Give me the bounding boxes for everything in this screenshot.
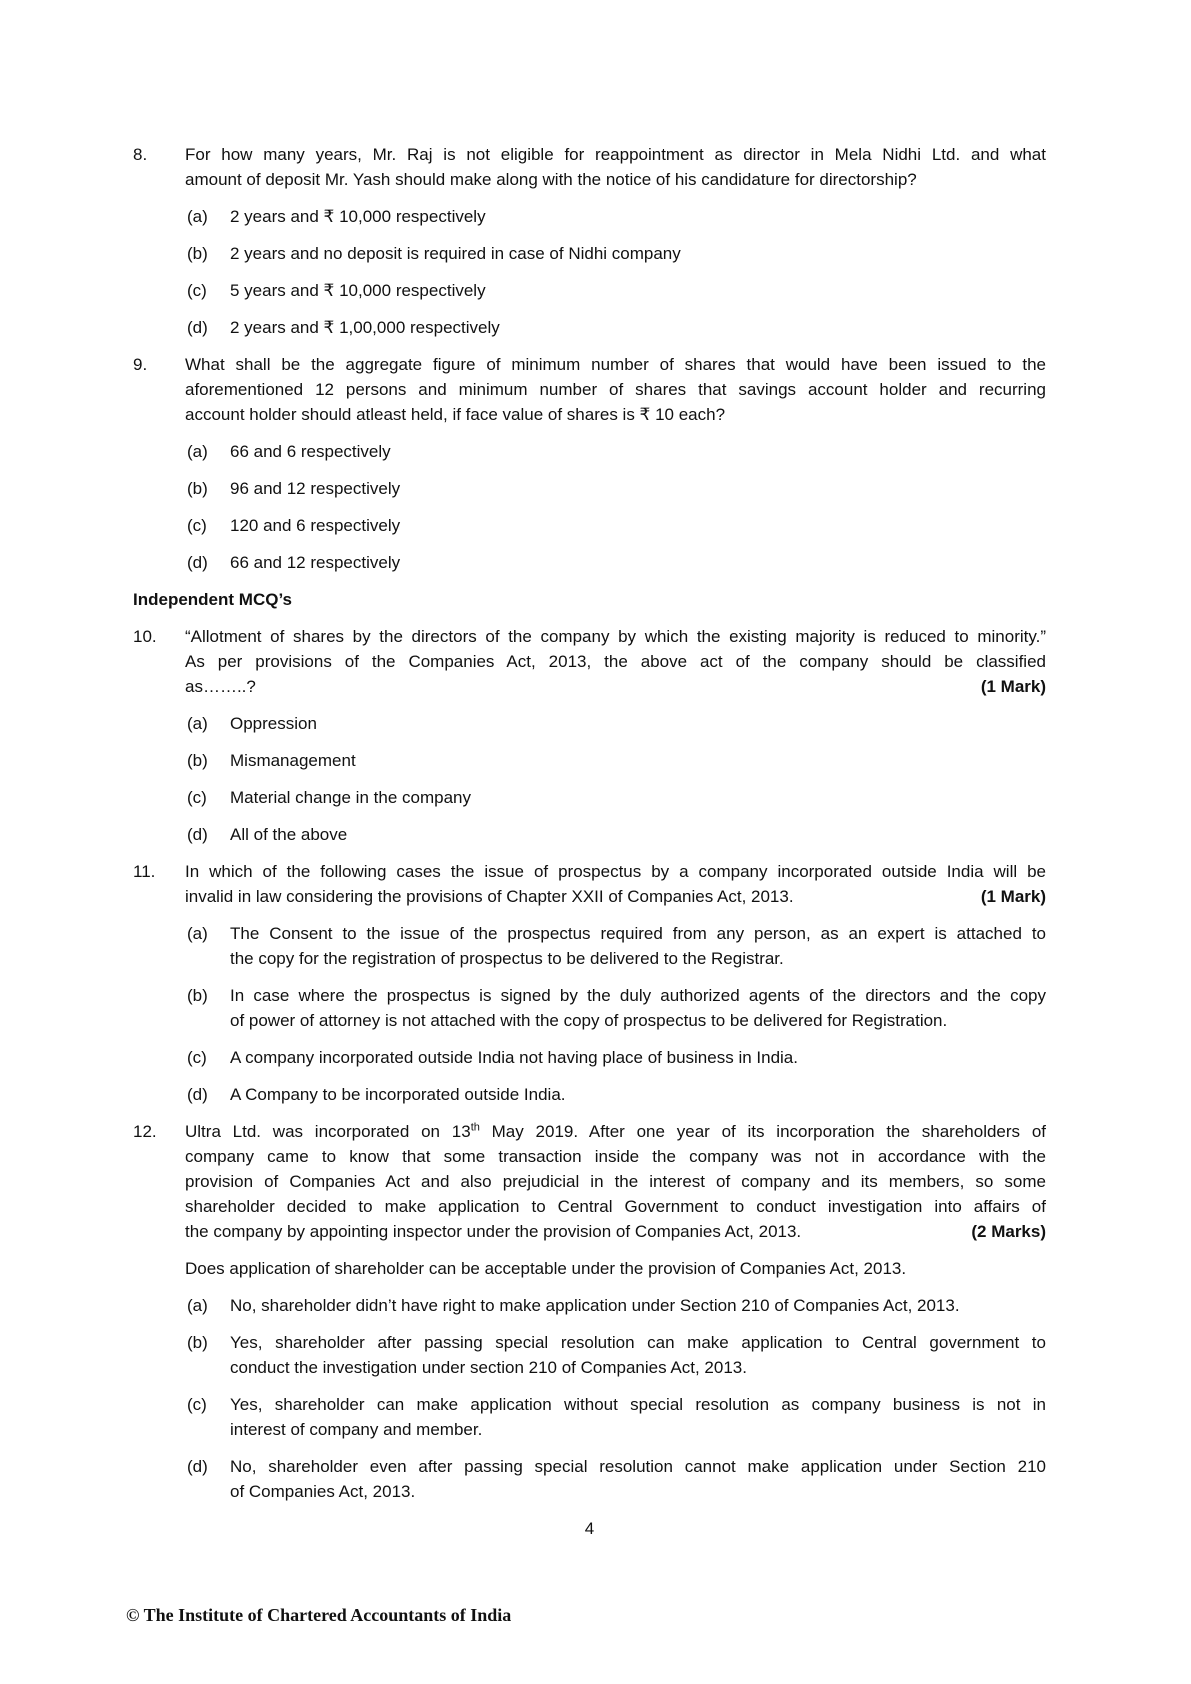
- option-letter: (a): [187, 207, 208, 226]
- option-b: [187, 476, 1046, 501]
- option-d: [187, 315, 1046, 340]
- question-text: Ultra Ltd. was incorporated on 13: [185, 1122, 471, 1141]
- option-letter: (d): [187, 1457, 208, 1476]
- option-d: [187, 1454, 1046, 1504]
- option-a: [187, 711, 1046, 736]
- option-text-line: In case where the prospectus is signed by the duly authorized agents of the directors and the copy: [230, 986, 1046, 1005]
- option-text-line: 66 and 12 respectively: [230, 553, 401, 572]
- option-a: [187, 921, 1046, 971]
- question-10: [133, 624, 1046, 847]
- option-c: [187, 1392, 1046, 1442]
- option-text-line: Yes, shareholder after passing special resolution can make application to Central government to: [230, 1333, 1046, 1352]
- option-letter: (d): [187, 825, 208, 844]
- option-letter: (c): [187, 1395, 207, 1414]
- option-text-line: 2 years and no deposit is required in case of Nidhi company: [230, 244, 681, 263]
- option-letter: (a): [187, 924, 208, 943]
- option-letter: (b): [187, 751, 208, 770]
- option-b: [187, 748, 1046, 773]
- option-letter: (c): [187, 788, 207, 807]
- option-letter: (a): [187, 714, 208, 733]
- question-8: [133, 142, 1046, 340]
- question-text-line: As per provisions of the Companies Act, 2013, the above act of the company should be classified: [185, 652, 1046, 671]
- option-b: [187, 983, 1046, 1033]
- question-text-line: company came to know that some transaction inside the company was not in accordance with the: [185, 1147, 1046, 1166]
- option-letter: (a): [187, 442, 208, 461]
- question-text: the company by appointing inspector under the provision of Companies Act, 2013.: [185, 1222, 802, 1241]
- option-letter: (b): [187, 986, 208, 1005]
- question-text-line: What shall be the aggregate figure of minimum number of shares that would have been issued to the: [185, 355, 1046, 374]
- page-number: 4: [584, 1519, 595, 1538]
- option-letter: (a): [187, 1296, 208, 1315]
- option-text-line: A company incorporated outside India not having place of business in India.: [230, 1048, 798, 1067]
- option-text-line: The Consent to the issue of the prospectus required from any person, as an expert is attached to: [230, 924, 1046, 943]
- option-d: [187, 550, 1046, 575]
- question-text-line: aforementioned 12 persons and minimum number of shares that savings account holder and recurring: [185, 380, 1046, 399]
- mark-label: (2 Marks): [971, 1222, 1046, 1241]
- option-letter: (b): [187, 244, 208, 263]
- option-letter: (d): [187, 1085, 208, 1104]
- option-text-line: 2 years and ₹ 1,00,000 respectively: [230, 318, 500, 337]
- question-12: [133, 1119, 1046, 1504]
- question-text: May 2019. After one year of its incorporation the shareholders of: [479, 1122, 1047, 1141]
- option-text-line: 96 and 12 respectively: [230, 479, 401, 498]
- question-number: 10.: [133, 627, 157, 646]
- question-number: 12.: [133, 1122, 157, 1141]
- option-text-line: 2 years and ₹ 10,000 respectively: [230, 207, 486, 226]
- section-heading: Independent MCQ’s: [133, 590, 292, 609]
- option-text-line: of power of attorney is not attached with the copy of prospectus to be delivered for Registration.: [230, 1011, 948, 1030]
- option-text-line: 120 and 6 respectively: [230, 516, 401, 535]
- option-letter: (b): [187, 479, 208, 498]
- document-content: [133, 142, 1046, 1516]
- option-letter: (d): [187, 318, 208, 337]
- question-subtext: Does application of shareholder can be acceptable under the provision of Companies Act, 2013.: [185, 1259, 907, 1278]
- question-text: as……..?: [185, 677, 256, 696]
- option-text-line: All of the above: [230, 825, 348, 844]
- option-b: [187, 241, 1046, 266]
- option-text-line: Mismanagement: [230, 751, 356, 770]
- option-letter: (b): [187, 1333, 208, 1352]
- mark-label: (1 Mark): [980, 677, 1046, 696]
- option-letter: (c): [187, 1048, 207, 1067]
- option-text-line: Material change in the company: [230, 788, 471, 807]
- option-text-line: the copy for the registration of prospectus to be delivered to the Registrar.: [230, 949, 784, 968]
- option-letter: (d): [187, 553, 208, 572]
- question-text-line: In which of the following cases the issue of prospectus by a company incorporated outside India will be: [185, 862, 1046, 881]
- question-text-line: [185, 674, 1046, 699]
- option-text-line: interest of company and member.: [230, 1420, 483, 1439]
- question-text: invalid in law considering the provisions of Chapter XXII of Companies Act, 2013.: [185, 887, 794, 906]
- option-b: [187, 1330, 1046, 1380]
- option-a: [187, 204, 1046, 229]
- question-9: [133, 352, 1046, 575]
- question-text-line: [185, 884, 1046, 909]
- question-number: 9.: [133, 355, 148, 374]
- option-text-line: No, shareholder didn’t have right to make application under Section 210 of Companies Act, 2013.: [230, 1296, 960, 1315]
- question-text-line: shareholder decided to make application to Central Government to conduct investigation into affairs of: [185, 1197, 1046, 1216]
- question-number: 8.: [133, 145, 148, 164]
- option-d: [187, 822, 1046, 847]
- ordinal-superscript: th: [470, 1121, 480, 1134]
- footer-copyright: © The Institute of Chartered Accountants of India: [126, 1605, 512, 1625]
- option-letter: (c): [187, 281, 207, 300]
- option-text-line: Oppression: [230, 714, 317, 733]
- mark-label: (1 Mark): [980, 887, 1046, 906]
- option-d: [187, 1082, 1046, 1107]
- option-text-line: 5 years and ₹ 10,000 respectively: [230, 281, 486, 300]
- option-c: [187, 278, 1046, 303]
- question-text-line: “Allotment of shares by the directors of the company by which the existing majority is reduced to minority.”: [185, 627, 1046, 646]
- option-text-line: Yes, shareholder can make application without special resolution as company business is not in: [230, 1395, 1046, 1414]
- option-c: [187, 513, 1046, 538]
- question-text-line: account holder should atleast held, if face value of shares is ₹ 10 each?: [185, 405, 726, 424]
- question-text-line: [185, 1219, 1046, 1244]
- option-text-line: No, shareholder even after passing special resolution cannot make application under Section 210: [230, 1457, 1046, 1476]
- question-text-line: [185, 1119, 1046, 1144]
- option-c: [187, 1045, 1046, 1070]
- option-letter: (c): [187, 516, 207, 535]
- question-text-line: amount of deposit Mr. Yash should make along with the notice of his candidature for directorship?: [185, 170, 917, 189]
- question-11: [133, 859, 1046, 1107]
- question-number: 11.: [133, 862, 156, 881]
- option-c: [187, 785, 1046, 810]
- option-a: [187, 1293, 1046, 1318]
- option-a: [187, 439, 1046, 464]
- question-text-line: provision of Companies Act and also prejudicial in the interest of company and its members, so some: [185, 1172, 1046, 1191]
- option-text-line: conduct the investigation under section 210 of Companies Act, 2013.: [230, 1358, 747, 1377]
- question-text-line: For how many years, Mr. Raj is not eligible for reappointment as director in Mela Nidhi Ltd. and what: [185, 145, 1046, 164]
- option-text-line: 66 and 6 respectively: [230, 442, 391, 461]
- option-text-line: A Company to be incorporated outside India.: [230, 1085, 566, 1104]
- option-text-line: of Companies Act, 2013.: [230, 1482, 416, 1501]
